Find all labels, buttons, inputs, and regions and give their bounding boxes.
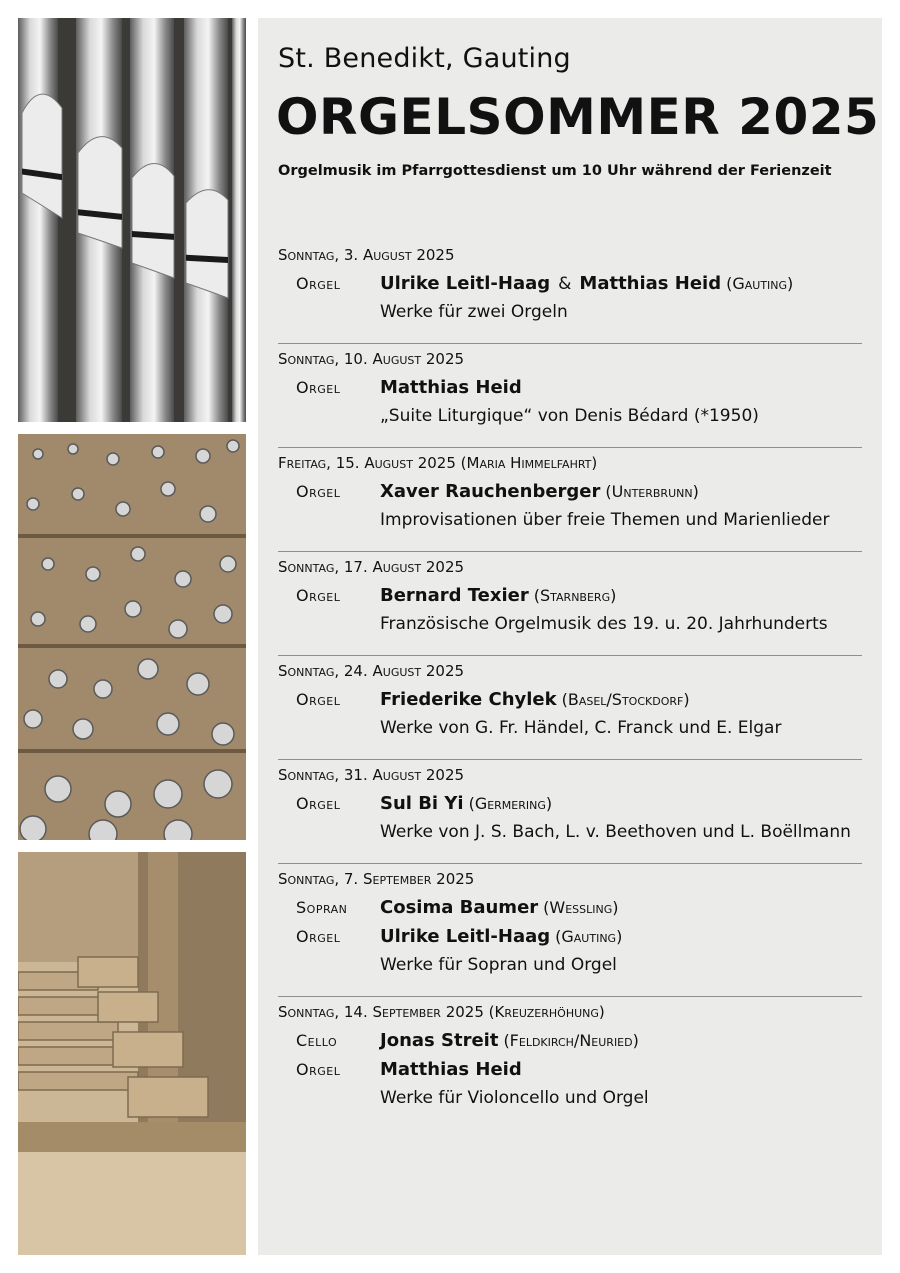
event-program: Werke von J. S. Bach, L. v. Beethoven und L. Boëllmann — [380, 822, 851, 842]
performer-origin: (Basel/Stockdorf) — [561, 690, 690, 709]
performer-name: Bernard Texier — [380, 585, 529, 606]
performer-joiner: & — [558, 274, 572, 294]
organ-pipes-top-view-photo — [18, 434, 246, 840]
performer-row — [278, 273, 862, 302]
event-item — [278, 997, 862, 1129]
performer-name: Ulrike Leitl-Haag — [380, 273, 551, 294]
event-program: Französische Orgelmusik des 19. u. 20. Jahrhunderts — [380, 614, 828, 634]
performer-role: Orgel — [296, 586, 341, 605]
performer-row — [278, 689, 862, 718]
performer-origin: (Feldkirch/Neuried) — [503, 1031, 639, 1050]
performer-role: Orgel — [296, 690, 341, 709]
performer-row — [278, 377, 862, 406]
event-item — [278, 344, 862, 448]
performer-origin: (Gauting) — [726, 274, 794, 293]
event-program: Werke für zwei Orgeln — [380, 302, 568, 322]
performer-origin: (Gauting) — [555, 927, 623, 946]
performer-origin: (Starnberg) — [533, 586, 617, 605]
event-program: Werke von G. Fr. Händel, C. Franck und E. Elgar — [380, 718, 782, 738]
event-program: „Suite Liturgique“ von Denis Bédard (*1950) — [380, 406, 759, 426]
performer-role: Orgel — [296, 482, 341, 501]
performer-origin: (Unterbrunn) — [605, 482, 699, 501]
performer-role: Cello — [296, 1031, 338, 1050]
performer-name: Sul Bi Yi — [380, 793, 464, 814]
event-date: Sonntag, 7. September 2025 — [278, 870, 475, 888]
event-date: Sonntag, 24. August 2025 — [278, 662, 465, 680]
event-item — [278, 864, 862, 997]
performer-name: Matthias Heid — [380, 377, 522, 398]
performer-name: Friederike Chylek — [380, 689, 557, 710]
performer-role: Orgel — [296, 274, 341, 293]
event-date: Sonntag, 17. August 2025 — [278, 558, 465, 576]
performer-row — [278, 897, 862, 926]
performer-row — [278, 1030, 862, 1059]
performer-row — [278, 1059, 862, 1088]
performer-row — [278, 793, 862, 822]
event-list — [278, 240, 862, 1129]
performer-row — [278, 585, 862, 614]
event-program: Werke für Violoncello und Orgel — [380, 1088, 649, 1108]
performer-name: Ulrike Leitl-Haag — [380, 926, 551, 947]
page-subtitle: Orgelmusik im Pfarrgottesdienst um 10 Uhr während der Ferienzeit — [278, 163, 832, 179]
program-panel — [258, 18, 882, 1255]
organ-pedalboard-photo — [18, 852, 246, 1255]
performer-name: Jonas Streit — [380, 1030, 499, 1051]
event-item — [278, 240, 862, 344]
performer-role: Sopran — [296, 898, 348, 917]
performer-row — [278, 926, 862, 955]
performer-row — [278, 481, 862, 510]
event-date: Sonntag, 14. September 2025 (Kreuzerhöhung) — [278, 1003, 605, 1021]
event-date: Freitag, 15. August 2025 (Maria Himmelfahrt) — [278, 454, 598, 472]
performer-role: Orgel — [296, 794, 341, 813]
page-title: ORGELSOMMER 2025 — [276, 88, 880, 146]
event-item — [278, 552, 862, 656]
performer-origin: (Wessling) — [543, 898, 619, 917]
organ-pipes-photo — [18, 18, 246, 422]
event-program: Werke für Sopran und Orgel — [380, 955, 617, 975]
event-date: Sonntag, 10. August 2025 — [278, 350, 465, 368]
event-date: Sonntag, 31. August 2025 — [278, 766, 465, 784]
performer-origin: (Germering) — [468, 794, 553, 813]
event-date: Sonntag, 3. August 2025 — [278, 246, 455, 264]
performer-name-2: Matthias Heid — [579, 273, 722, 294]
performer-name: Cosima Baumer — [380, 897, 539, 918]
performer-name: Matthias Heid — [380, 1059, 522, 1080]
venue-name: St. Benedikt, Gauting — [278, 43, 571, 74]
performer-role: Orgel — [296, 927, 341, 946]
event-item — [278, 448, 862, 552]
event-item — [278, 760, 862, 864]
performer-role: Orgel — [296, 378, 341, 397]
performer-role: Orgel — [296, 1060, 341, 1079]
event-program: Improvisationen über freie Themen und Marienlieder — [380, 510, 830, 530]
event-item — [278, 656, 862, 760]
performer-name: Xaver Rauchenberger — [380, 481, 601, 502]
